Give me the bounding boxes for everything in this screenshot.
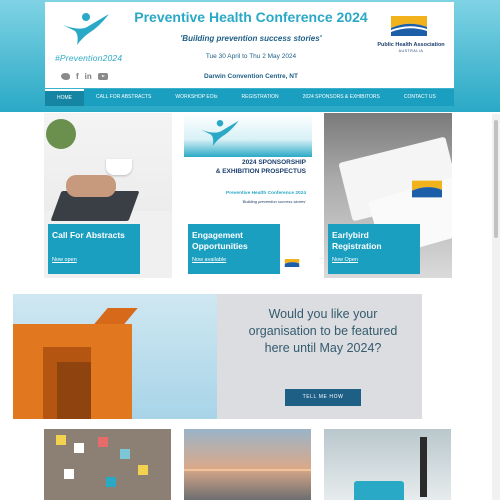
nav-item-registration[interactable]: REGISTRATION [241,94,279,100]
stand-image [420,437,427,497]
thumbnail-workspace[interactable] [324,429,451,500]
card-earlybird-registration[interactable] [324,113,452,278]
hashtag: #Prevention2024 [55,53,123,63]
nav-item-home[interactable]: HOME [45,89,84,106]
card-label-box [328,224,420,274]
nav-item-sponsors-exhibitors[interactable]: 2024 SPONSORS & EXHIBITORS [302,94,380,100]
thumbnail-planning-board[interactable] [44,429,171,500]
event-dates: Tue 30 April to Thu 2 May 2024 [205,53,297,60]
main-nav [45,89,454,106]
thumbnail-darwin-city[interactable] [184,429,311,500]
prospectus-partner-logo-icon [284,258,300,268]
card-link[interactable]: Now Open [332,257,358,263]
card-title: Earlybird Registration [332,230,382,251]
screen-image [354,481,404,500]
sticky-note-image [106,477,116,487]
nav-item-call-for-abstracts[interactable]: CALL FOR ABSTRACTS [96,94,152,100]
nav-item-workshop-eois[interactable]: WORKSHOP EOIs [175,94,218,100]
card-call-for-abstracts[interactable] [44,113,172,278]
card-link[interactable]: Now open [52,257,77,263]
prospectus-heading-line-2: & EXHIBITION PROSPECTUS [215,167,306,175]
social-links [61,72,108,81]
lanyard-logo-icon [410,179,444,199]
banner-text: Would you like your organisation to be featured here until May 2024? [248,307,398,355]
prospectus-tagline: 'Building prevention success stories' [241,199,306,204]
linkedin-icon[interactable]: in [84,72,92,81]
partner-subtitle: AUSTRALIA [398,49,424,53]
sticky-note-image [64,469,74,479]
tagline: 'Building prevention success stories' [180,34,322,43]
tell-me-how-button[interactable]: TELL ME HOW [285,389,361,406]
sponsor-banner [13,294,422,419]
card-title: Engagement Opportunities [192,230,248,251]
horizon-image [184,469,311,471]
hand-image [66,175,116,197]
card-title: Call For Abstracts [52,230,125,240]
prospectus-heading [184,159,306,176]
sticky-note-image [138,465,148,475]
conference-logo-icon[interactable] [59,11,113,47]
site-header [45,2,454,88]
prospectus-logo-icon [198,118,242,148]
card-label-box [48,224,140,274]
nav-item-contact-us[interactable]: CONTACT US [403,94,436,100]
sticky-note-image [56,435,66,445]
sticky-note-image [98,437,108,447]
orange-box-shadow [57,362,91,419]
prospectus-heading-line-1: 2024 SPONSORSHIP [242,159,306,166]
card-link[interactable]: Now available [192,257,227,263]
partner-name: Public Health Association [377,42,445,48]
facebook-icon[interactable]: f [76,72,79,81]
card-label-box [188,224,280,274]
scrollbar-thumb[interactable] [494,120,498,238]
cup-image [106,159,132,175]
card-engagement-opportunities[interactable] [184,113,312,278]
sticky-note-image [74,443,84,453]
plant-image [46,119,76,149]
page-title: Preventive Health Conference 2024 [134,9,368,25]
event-venue: Darwin Convention Centre, NT [204,73,298,80]
prospectus-conference: Preventive Health Conference 2024 [226,191,306,196]
sticky-note-image [120,449,130,459]
pha-logo-icon[interactable] [389,14,429,38]
twitter-icon[interactable] [61,73,70,80]
youtube-icon[interactable] [98,73,108,80]
